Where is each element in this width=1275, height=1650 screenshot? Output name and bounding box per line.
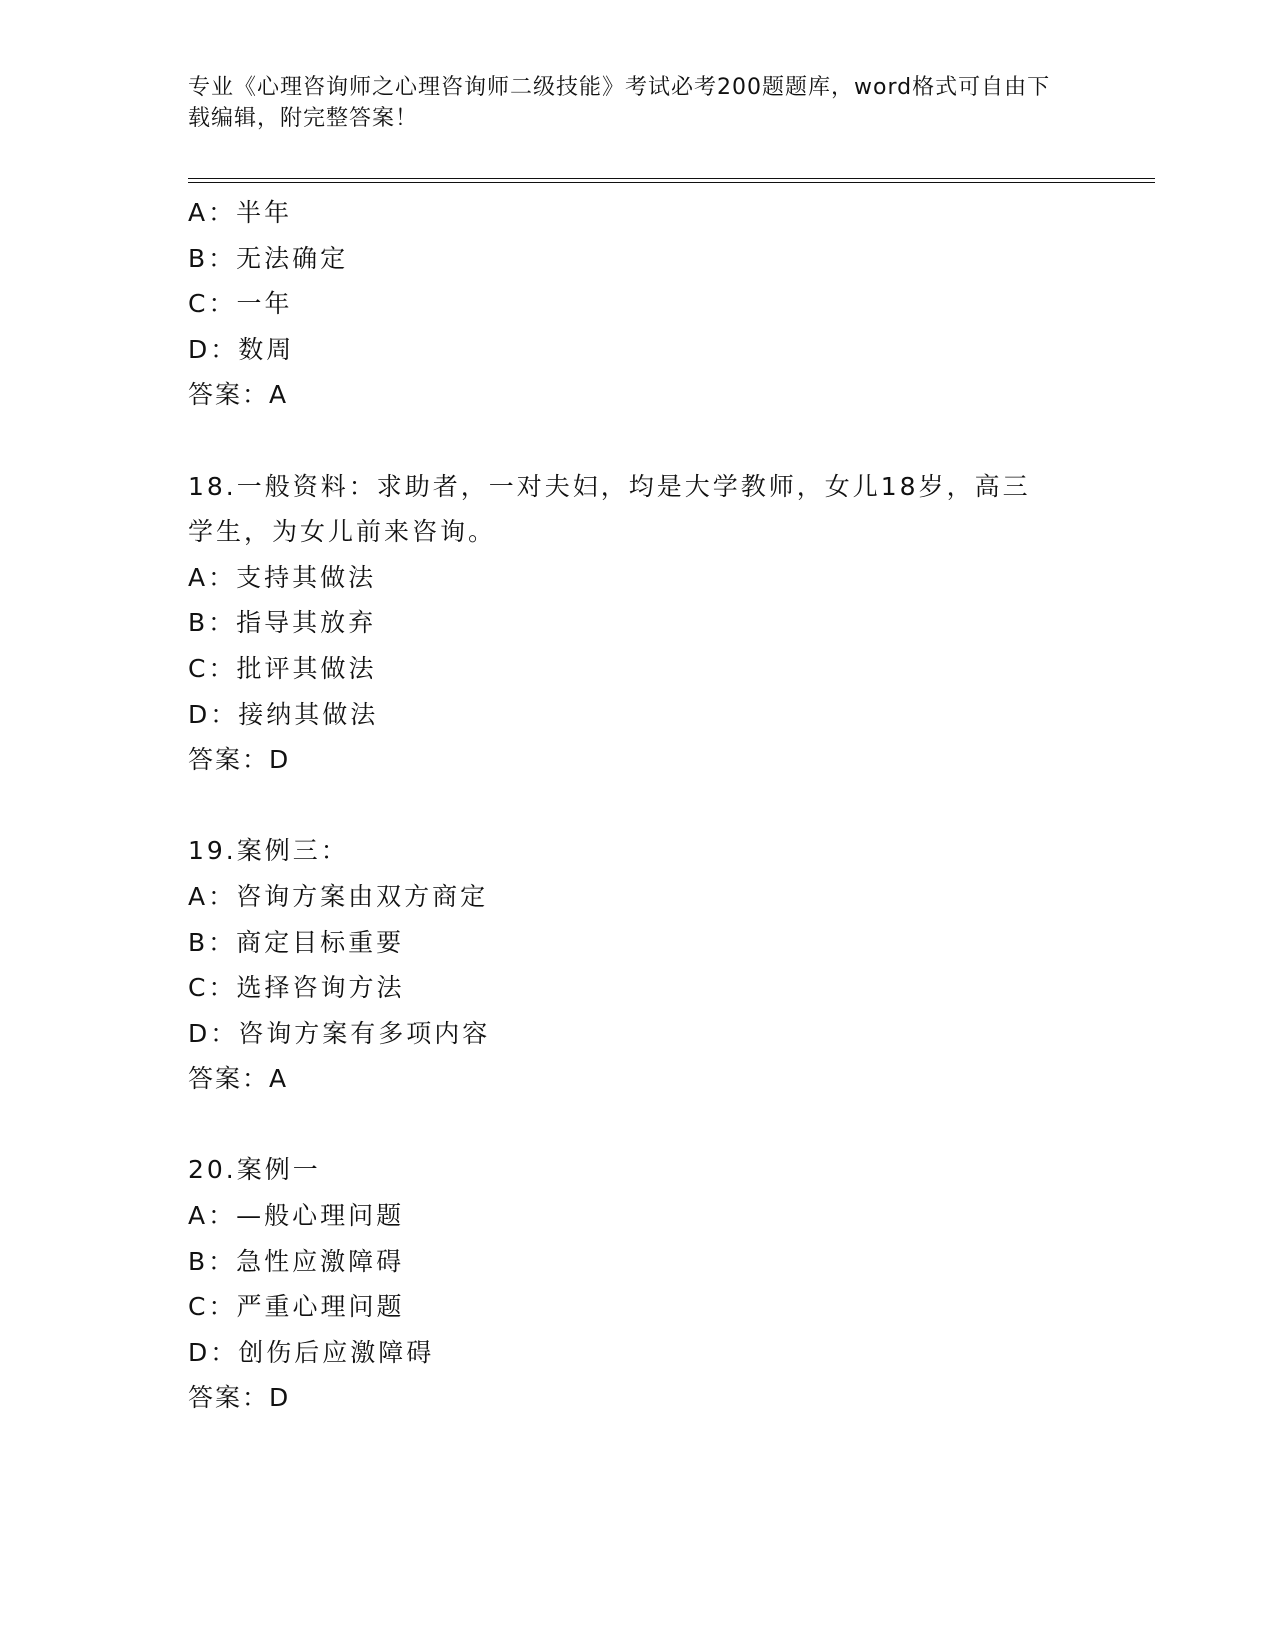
- question-list: [188, 190, 1088, 1421]
- option-c: C：批评其做法: [188, 653, 377, 683]
- spacer: [188, 418, 1088, 464]
- option-a: A：—般心理问题: [188, 1201, 405, 1231]
- option-a: A：支持其做法: [188, 562, 377, 592]
- header-rule-bottom: [188, 182, 1155, 183]
- spacer: [188, 1102, 1088, 1148]
- header-rule-top: [188, 178, 1155, 179]
- option-d: D：创伤后应激障碍: [188, 1337, 435, 1367]
- document-intro: 专业《心理咨询师之心理咨询师二级技能》考试必考200题题库，word格式可自由下载编辑，附完整答案！: [188, 75, 1051, 131]
- question-20: [188, 1147, 1088, 1421]
- question-17: [188, 190, 1088, 418]
- option-b: B：急性应激障碍: [188, 1246, 405, 1276]
- option-d: D：咨询方案有多项内容: [188, 1018, 491, 1048]
- option-c: C：严重心理问题: [188, 1292, 405, 1322]
- question-19: [188, 828, 1088, 1102]
- option-c: C：一年: [188, 289, 293, 319]
- question-stem-continued: 学生，为女儿前来咨询。: [188, 517, 497, 547]
- answer-line: 答案：D: [188, 745, 291, 775]
- option-a: A：半年: [188, 198, 293, 227]
- option-b: B：商定目标重要: [188, 927, 405, 957]
- option-d: D：数周: [188, 334, 295, 364]
- question-stem: 20.案例一: [188, 1155, 321, 1185]
- answer-line: 答案：D: [188, 1383, 291, 1413]
- option-a: A：咨询方案由双方商定: [188, 881, 489, 911]
- option-c: C：选择咨询方法: [188, 973, 405, 1003]
- option-d: D：接纳其做法: [188, 699, 379, 729]
- question-stem: 18.一般资料：求助者，一对夫妇，均是大学教师，女儿18岁，高三: [188, 471, 1031, 501]
- question-18: [188, 464, 1088, 783]
- question-stem: 19.案例三：: [188, 836, 349, 866]
- option-b: B：无法确定: [188, 243, 349, 273]
- answer-line: 答案：A: [188, 380, 289, 410]
- option-b: B：指导其放弃: [188, 608, 377, 638]
- answer-line: 答案：A: [188, 1064, 289, 1094]
- spacer: [188, 783, 1088, 829]
